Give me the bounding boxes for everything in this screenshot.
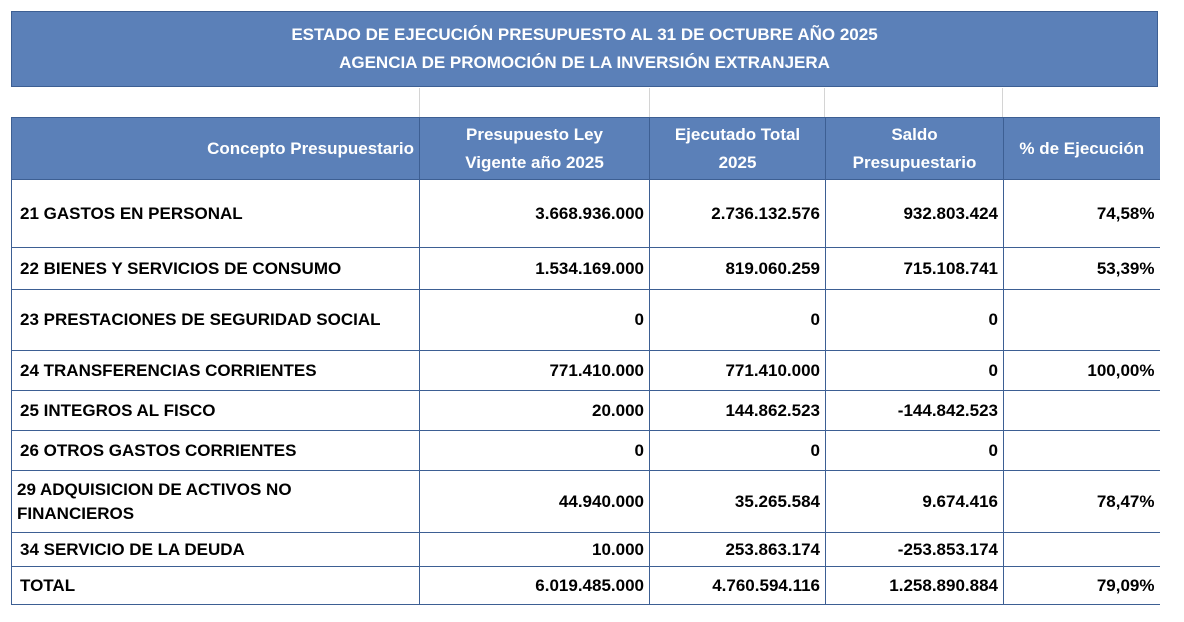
row-concept: 21 GASTOS EN PERSONAL [12, 180, 420, 248]
table-row [12, 391, 1160, 431]
row-budget: 771.410.000 [420, 351, 650, 391]
table-row [12, 351, 1160, 391]
row-balance: 715.108.741 [826, 248, 1004, 290]
row-executed: 771.410.000 [650, 351, 826, 391]
total-balance: 1.258.890.884 [826, 567, 1004, 605]
row-executed: 0 [650, 290, 826, 351]
gridline [649, 88, 650, 118]
row-balance: 932.803.424 [826, 180, 1004, 248]
total-executed: 4.760.594.116 [650, 567, 826, 605]
row-budget: 44.940.000 [420, 471, 650, 533]
table-row [12, 431, 1160, 471]
table-row [12, 471, 1160, 533]
row-balance: 0 [826, 351, 1004, 391]
row-budget: 0 [420, 290, 650, 351]
header-executed: Ejecutado Total 2025 [650, 118, 826, 180]
row-balance: 9.674.416 [826, 471, 1004, 533]
row-executed: 253.863.174 [650, 533, 826, 567]
report-title-band [11, 11, 1158, 87]
gridline [419, 88, 420, 118]
row-concept: 29 ADQUISICION DE ACTIVOS NO FINANCIEROS [12, 471, 420, 533]
row-budget: 3.668.936.000 [420, 180, 650, 248]
row-budget: 1.534.169.000 [420, 248, 650, 290]
header-balance: Saldo Presupuestario [826, 118, 1004, 180]
report-title-line2: AGENCIA DE PROMOCIÓN DE LA INVERSIÓN EXTRANJERA [339, 53, 830, 72]
table-total-row [12, 567, 1160, 605]
row-balance: -253.853.174 [826, 533, 1004, 567]
row-concept: 23 PRESTACIONES DE SEGURIDAD SOCIAL [12, 290, 420, 351]
budget-execution-table [11, 117, 1160, 605]
row-concept: 34 SERVICIO DE LA DEUDA [12, 533, 420, 567]
row-pct: 100,00% [1004, 351, 1160, 391]
row-pct: 74,58% [1004, 180, 1160, 248]
table-row [12, 248, 1160, 290]
report-title-line1: ESTADO DE EJECUCIÓN PRESUPUESTO AL 31 DE OCTUBRE AÑO 2025 [291, 25, 878, 44]
row-executed: 0 [650, 431, 826, 471]
row-pct [1004, 533, 1160, 567]
spreadsheet-gridlines [11, 88, 1158, 118]
table-row [12, 290, 1160, 351]
table-header-row [12, 118, 1160, 180]
row-budget: 0 [420, 431, 650, 471]
gridline [1002, 88, 1003, 118]
total-pct: 79,09% [1004, 567, 1160, 605]
row-concept: 25 INTEGROS AL FISCO [12, 391, 420, 431]
header-budget: Presupuesto Ley Vigente año 2025 [420, 118, 650, 180]
table-row [12, 180, 1160, 248]
table-row [12, 533, 1160, 567]
row-executed: 144.862.523 [650, 391, 826, 431]
row-budget: 10.000 [420, 533, 650, 567]
header-concept: Concepto Presupuestario [12, 118, 420, 180]
total-concept: TOTAL [12, 567, 420, 605]
row-pct [1004, 290, 1160, 351]
row-pct: 78,47% [1004, 471, 1160, 533]
row-pct: 53,39% [1004, 248, 1160, 290]
row-concept: 22 BIENES Y SERVICIOS DE CONSUMO [12, 248, 420, 290]
header-pct: % de Ejecución [1004, 118, 1160, 180]
row-concept: 24 TRANSFERENCIAS CORRIENTES [12, 351, 420, 391]
gridline [824, 88, 825, 118]
row-executed: 35.265.584 [650, 471, 826, 533]
row-executed: 819.060.259 [650, 248, 826, 290]
row-concept: 26 OTROS GASTOS CORRIENTES [12, 431, 420, 471]
row-balance: 0 [826, 431, 1004, 471]
row-executed: 2.736.132.576 [650, 180, 826, 248]
row-pct [1004, 431, 1160, 471]
row-balance: 0 [826, 290, 1004, 351]
total-budget: 6.019.485.000 [420, 567, 650, 605]
row-balance: -144.842.523 [826, 391, 1004, 431]
row-budget: 20.000 [420, 391, 650, 431]
row-pct [1004, 391, 1160, 431]
